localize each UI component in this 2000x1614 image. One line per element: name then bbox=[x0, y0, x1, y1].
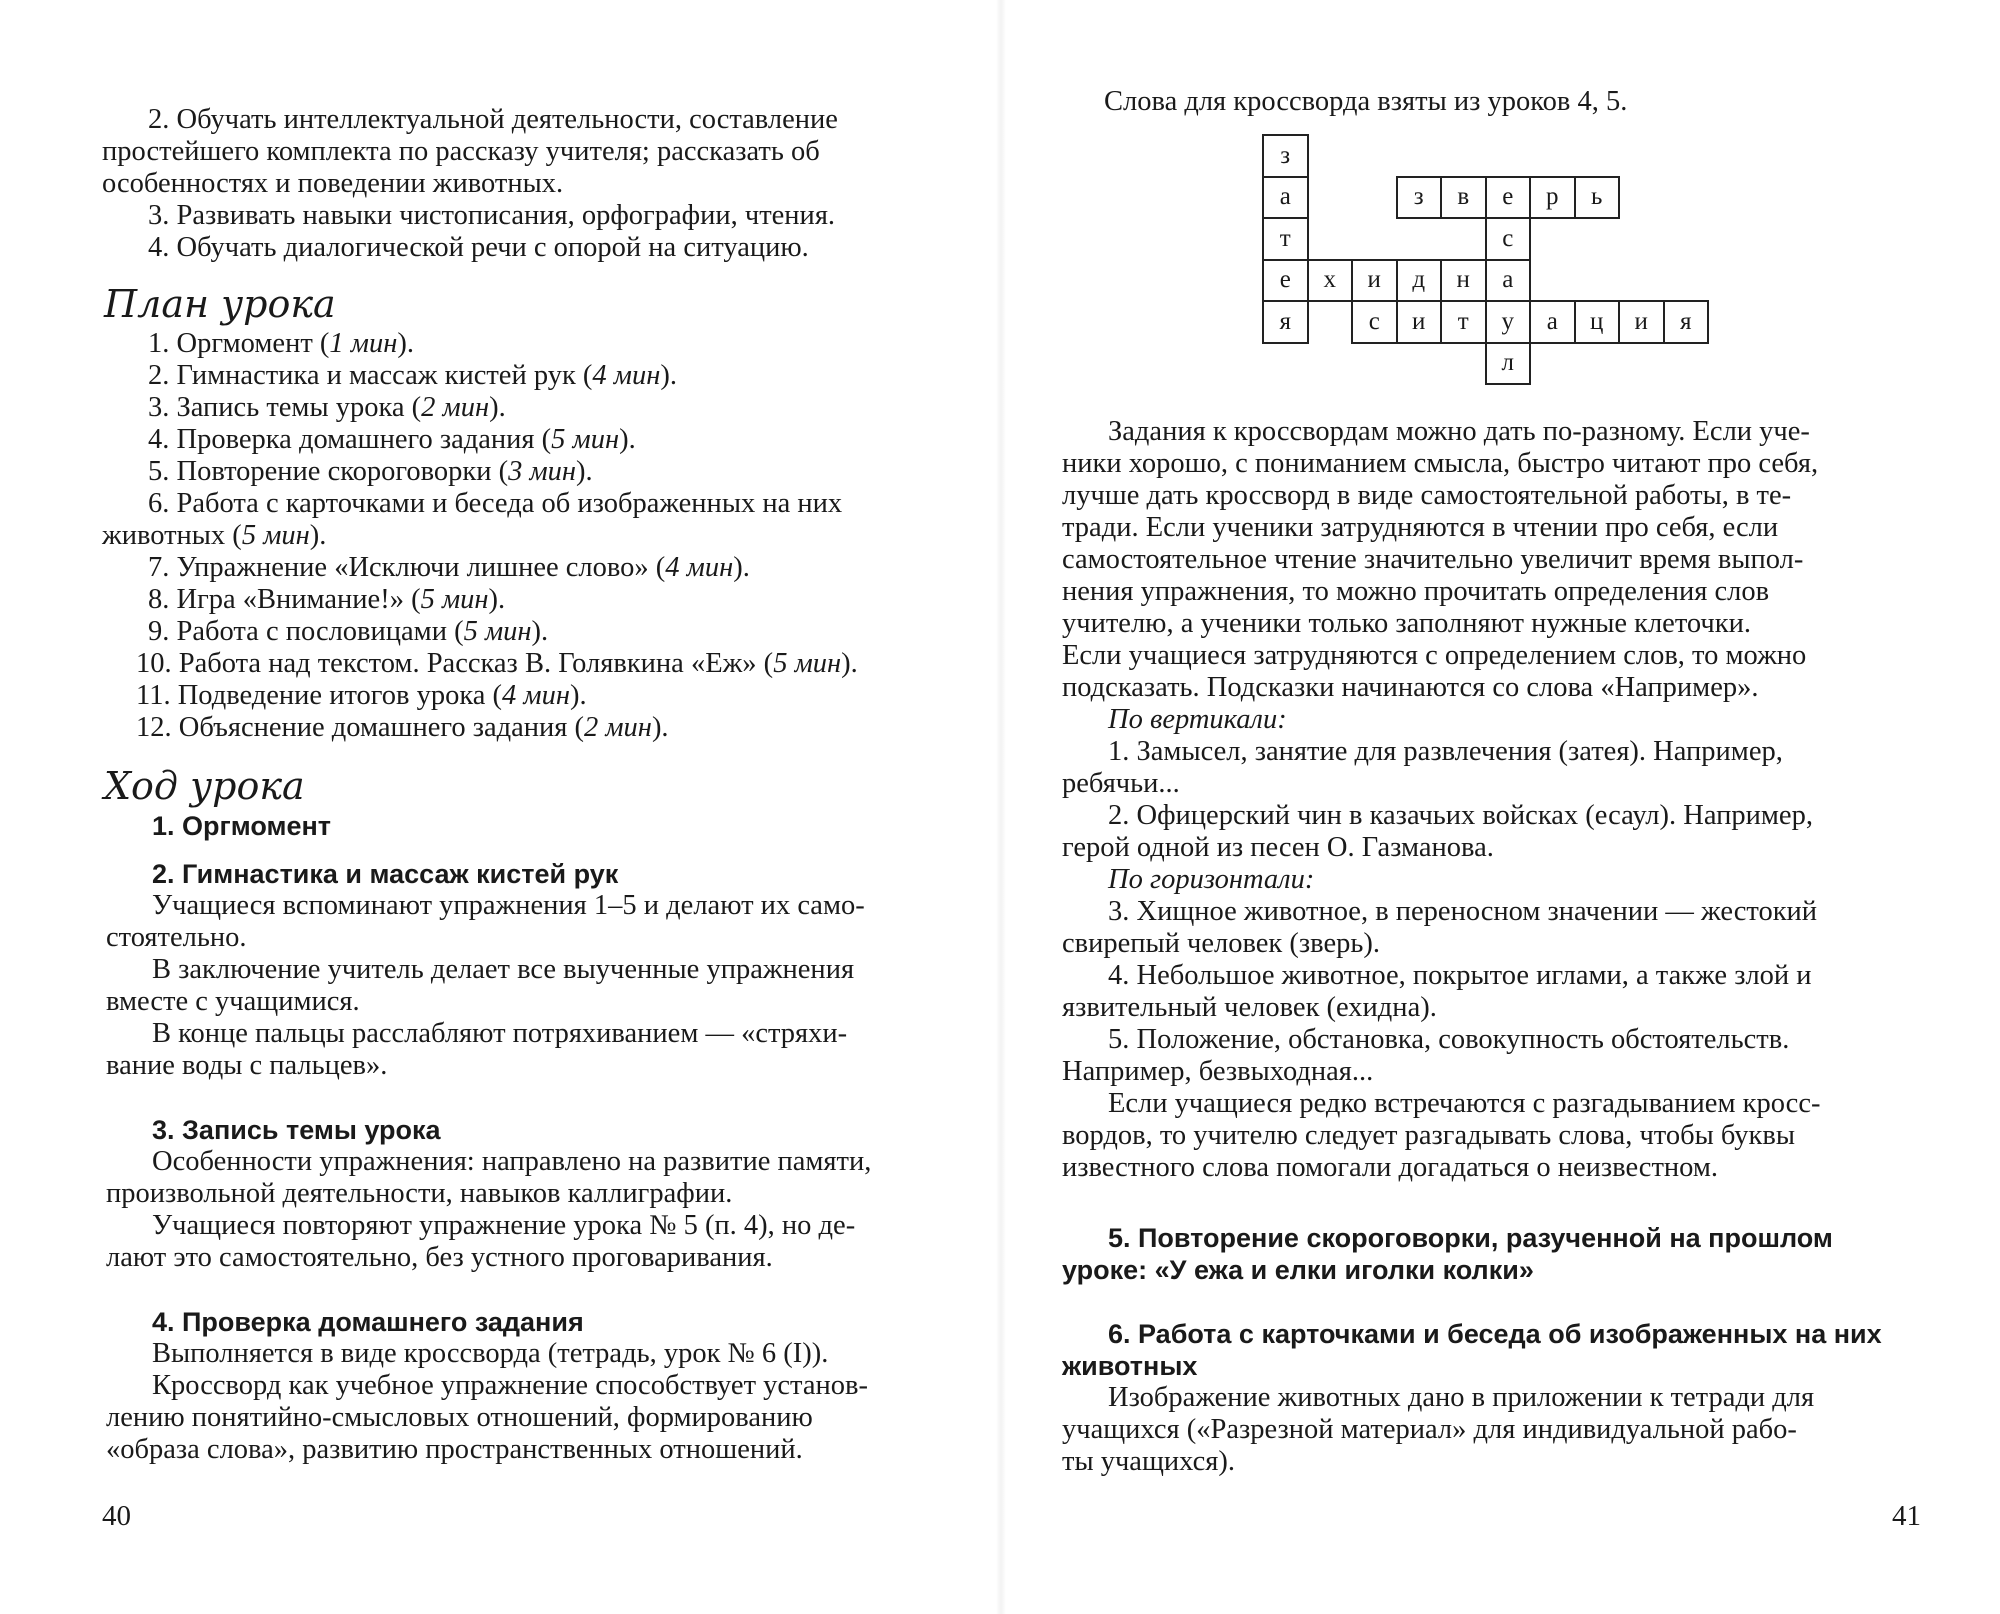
crossword-cell: е bbox=[1263, 260, 1308, 302]
section-heading: 2. Гимнастика и массаж кистей рук bbox=[152, 859, 619, 889]
crossword-cell: а bbox=[1263, 177, 1308, 219]
crossword-cell: а bbox=[1530, 301, 1575, 343]
crossword-row bbox=[1263, 301, 1753, 343]
body-line: лучше дать кроссворд в виде самостоятельной работы, в те- bbox=[1062, 480, 1792, 511]
crossword-empty bbox=[1530, 343, 1575, 385]
plan-item: 6. Работа с карточками и беседа об изображенных на них bbox=[148, 488, 843, 519]
plan-item: 4. Проверка домашнего задания (5 мин). bbox=[148, 424, 636, 455]
crossword-empty bbox=[1352, 177, 1397, 219]
crossword-cell: я bbox=[1664, 301, 1709, 343]
course-title: Ход урока bbox=[104, 764, 305, 808]
body-line: Кроссворд как учебное упражнение способствует установ- bbox=[152, 1370, 868, 1401]
crossword-empty bbox=[1397, 343, 1442, 385]
body-line: учащихся («Разрезной материал» для индивидуальной рабо- bbox=[1062, 1414, 1797, 1445]
crossword-empty bbox=[1486, 135, 1531, 177]
crossword-empty bbox=[1619, 135, 1664, 177]
body-line: В конце пальцы расслабляют потряхиванием — «стряхи- bbox=[152, 1018, 848, 1049]
crossword-cell: и bbox=[1352, 260, 1397, 302]
clue-line: герой одной из песен О. Газманова. bbox=[1062, 832, 1494, 863]
plan-item: 9. Работа с пословицами (5 мин). bbox=[148, 616, 549, 647]
crossword-empty bbox=[1308, 177, 1353, 219]
plan-item: 1. Оргмомент (1 мин). bbox=[148, 328, 414, 359]
crossword-empty bbox=[1619, 218, 1664, 260]
section-heading: 6. Работа с карточками и беседа об изображенных на них bbox=[1108, 1319, 1882, 1349]
crossword-cell: я bbox=[1263, 301, 1308, 343]
crossword-cell: в bbox=[1441, 177, 1486, 219]
vertical-label: По вертикали: bbox=[1108, 704, 1287, 735]
crossword-cell: з bbox=[1397, 177, 1442, 219]
crossword-row bbox=[1263, 260, 1753, 302]
body-line: ники хорошо, с пониманием смысла, быстро читают про себя, bbox=[1062, 448, 1819, 479]
crossword-empty bbox=[1530, 218, 1575, 260]
body-line: вместе с учащимися. bbox=[106, 986, 360, 1017]
crossword-grid bbox=[1262, 134, 1754, 385]
crossword-empty bbox=[1575, 343, 1620, 385]
crossword-empty bbox=[1263, 343, 1308, 385]
crossword-empty bbox=[1708, 135, 1753, 177]
plan-item: 12. Объяснение домашнего задания (2 мин). bbox=[136, 712, 669, 743]
body-line: нения упражнения, то можно прочитать определения слов bbox=[1062, 576, 1770, 607]
crossword-cell: л bbox=[1486, 343, 1531, 385]
body-line: известного слова помогали догадаться о неизвестном. bbox=[1062, 1152, 1719, 1183]
crossword-empty bbox=[1664, 218, 1709, 260]
body-line: учителю, а ученики только заполняют нужные клеточки. bbox=[1062, 608, 1751, 639]
crossword-empty bbox=[1708, 301, 1753, 343]
crossword-row bbox=[1263, 177, 1753, 219]
body-line: тради. Если ученики затрудняются в чтении про себя, если bbox=[1062, 512, 1779, 543]
crossword-cell: и bbox=[1619, 301, 1664, 343]
plan-item: 7. Упражнение «Исключи лишнее слово» (4 мин). bbox=[148, 552, 750, 583]
crossword-empty bbox=[1619, 343, 1664, 385]
crossword-empty bbox=[1708, 218, 1753, 260]
body-line: стоятельно. bbox=[106, 922, 247, 953]
objective-line: 4. Обучать диалогической речи с опорой на ситуацию. bbox=[148, 232, 809, 263]
crossword-cell: с bbox=[1486, 218, 1531, 260]
crossword-empty bbox=[1441, 343, 1486, 385]
section-heading: 5. Повторение скороговорки, разученной на прошлом bbox=[1108, 1223, 1833, 1253]
body-line: Изображение животных дано в приложении к тетради для bbox=[1108, 1382, 1815, 1413]
crossword-empty bbox=[1308, 218, 1353, 260]
crossword-cell: а bbox=[1486, 260, 1531, 302]
crossword-empty bbox=[1352, 343, 1397, 385]
clue-line: язвительный человек (ехидна). bbox=[1062, 992, 1437, 1023]
crossword-empty bbox=[1397, 135, 1442, 177]
section-heading: 3. Запись темы урока bbox=[152, 1115, 441, 1145]
body-line: произвольной деятельности, навыков каллиграфии. bbox=[106, 1178, 733, 1209]
crossword-cell: н bbox=[1441, 260, 1486, 302]
crossword-cell: у bbox=[1486, 301, 1531, 343]
crossword-empty bbox=[1441, 135, 1486, 177]
crossword-row bbox=[1263, 135, 1753, 177]
plan-title: План урока bbox=[104, 282, 336, 326]
body-line: «образа слова», развитию пространственных отношений. bbox=[106, 1434, 803, 1465]
body-line: В заключение учитель делает все выученные упражнения bbox=[152, 954, 855, 985]
clue-line: 3. Хищное животное, в переносном значении — жестокий bbox=[1108, 896, 1818, 927]
crossword-cell: ь bbox=[1575, 177, 1620, 219]
crossword-empty bbox=[1619, 260, 1664, 302]
crossword-empty bbox=[1530, 135, 1575, 177]
body-line: вание воды с пальцев». bbox=[106, 1050, 388, 1081]
clue-line: ребячьи... bbox=[1062, 768, 1180, 799]
body-line: Выполняется в виде кроссворда (тетрадь, урок № 6 (I)). bbox=[152, 1338, 829, 1369]
crossword-row bbox=[1263, 218, 1753, 260]
section-heading: животных bbox=[1062, 1351, 1198, 1381]
body-line: Если учащиеся редко встречаются с разгадыванием кросс- bbox=[1108, 1088, 1821, 1119]
section-heading: уроке: «У ежа и елки иголки колки» bbox=[1062, 1255, 1534, 1285]
crossword-cell: с bbox=[1352, 301, 1397, 343]
crossword-cell: д bbox=[1397, 260, 1442, 302]
crossword-empty bbox=[1441, 218, 1486, 260]
clue-line: 4. Небольшое животное, покрытое иглами, а также злой и bbox=[1108, 960, 1812, 991]
body-line: подсказать. Подсказки начинаются со слова «Например». bbox=[1062, 672, 1759, 703]
page-number-left: 40 bbox=[102, 1500, 131, 1532]
crossword-cell: т bbox=[1441, 301, 1486, 343]
body-line: ты учащихся). bbox=[1062, 1446, 1235, 1477]
crossword-empty bbox=[1308, 135, 1353, 177]
crossword-empty bbox=[1308, 343, 1353, 385]
clue-line: 5. Положение, обстановка, совокупность обстоятельств. bbox=[1108, 1024, 1790, 1055]
body-line: самостоятельное чтение значительно увеличит время выпол- bbox=[1062, 544, 1804, 575]
body-line: лению понятийно-смысловых отношений, формированию bbox=[106, 1402, 813, 1433]
plan-item: 5. Повторение скороговорки (3 мин). bbox=[148, 456, 593, 487]
body-line: Учащиеся повторяют упражнение урока № 5 (п. 4), но де- bbox=[152, 1210, 856, 1241]
crossword-cell: х bbox=[1308, 260, 1353, 302]
section-heading: 4. Проверка домашнего задания bbox=[152, 1307, 584, 1337]
crossword-empty bbox=[1397, 218, 1442, 260]
crossword-empty bbox=[1664, 260, 1709, 302]
clue-line: свирепый человек (зверь). bbox=[1062, 928, 1380, 959]
body-line: Особенности упражнения: направлено на развитие памяти, bbox=[152, 1146, 872, 1177]
crossword-cell: р bbox=[1530, 177, 1575, 219]
clue-line: 1. Замысел, занятие для развлечения (затея). Например, bbox=[1108, 736, 1783, 767]
crossword-empty bbox=[1664, 343, 1709, 385]
crossword-empty bbox=[1664, 177, 1709, 219]
crossword-cell: е bbox=[1486, 177, 1531, 219]
crossword-empty bbox=[1664, 135, 1709, 177]
clue-line: 2. Офицерский чин в казачьих войсках (есаул). Например, bbox=[1108, 800, 1813, 831]
crossword-empty bbox=[1530, 260, 1575, 302]
plan-item: 8. Игра «Внимание!» (5 мин). bbox=[148, 584, 506, 615]
plan-item: 3. Запись темы урока (2 мин). bbox=[148, 392, 506, 423]
plan-item: 10. Работа над текстом. Рассказ В. Голявкина «Еж» (5 мин). bbox=[136, 648, 858, 679]
section-heading: 1. Оргмомент bbox=[152, 811, 332, 841]
crossword-empty bbox=[1308, 301, 1353, 343]
crossword-cell: з bbox=[1263, 135, 1308, 177]
body-line: Если учащиеся затрудняются с определением слов, то можно bbox=[1062, 640, 1807, 671]
body-line: Учащиеся вспоминают упражнения 1–5 и делают их само- bbox=[152, 890, 865, 921]
crossword-empty bbox=[1575, 260, 1620, 302]
crossword-empty bbox=[1352, 218, 1397, 260]
crossword-empty bbox=[1708, 343, 1753, 385]
body-line: Задания к кроссвордам можно дать по-разному. Если уче- bbox=[1108, 416, 1810, 447]
crossword-cell: и bbox=[1397, 301, 1442, 343]
crossword-cell: ц bbox=[1575, 301, 1620, 343]
objective-line: 2. Обучать интеллектуальной деятельности, составление bbox=[148, 104, 838, 135]
crossword-empty bbox=[1619, 177, 1664, 219]
horizontal-label: По горизонтали: bbox=[1108, 864, 1315, 895]
body-line: вордов, то учителю следует разгадывать слова, чтобы буквы bbox=[1062, 1120, 1795, 1151]
crossword-empty bbox=[1708, 260, 1753, 302]
crossword-empty bbox=[1708, 177, 1753, 219]
objective-line: простейшего комплекта по рассказу учителя; рассказать об bbox=[102, 136, 820, 167]
page-number-right: 41 bbox=[1892, 1500, 1921, 1532]
crossword-cell: т bbox=[1263, 218, 1308, 260]
plan-item: 11. Подведение итогов урока (4 мин). bbox=[136, 680, 587, 711]
objective-line: 3. Развивать навыки чистописания, орфографии, чтения. bbox=[148, 200, 836, 231]
plan-item: 2. Гимнастика и массаж кистей рук (4 мин). bbox=[148, 360, 677, 391]
crossword-empty bbox=[1352, 135, 1397, 177]
body-line: лают это самостоятельно, без устного проговаривания. bbox=[106, 1242, 773, 1273]
crossword-intro: Слова для кроссворда взяты из уроков 4, 5. bbox=[1104, 86, 1628, 117]
crossword-row bbox=[1263, 343, 1753, 385]
clue-line: Например, безвыходная... bbox=[1062, 1056, 1374, 1087]
objective-line: особенностях и поведении животных. bbox=[102, 168, 564, 199]
plan-item: животных (5 мин). bbox=[102, 520, 327, 551]
crossword-empty bbox=[1575, 218, 1620, 260]
crossword-empty bbox=[1575, 135, 1620, 177]
